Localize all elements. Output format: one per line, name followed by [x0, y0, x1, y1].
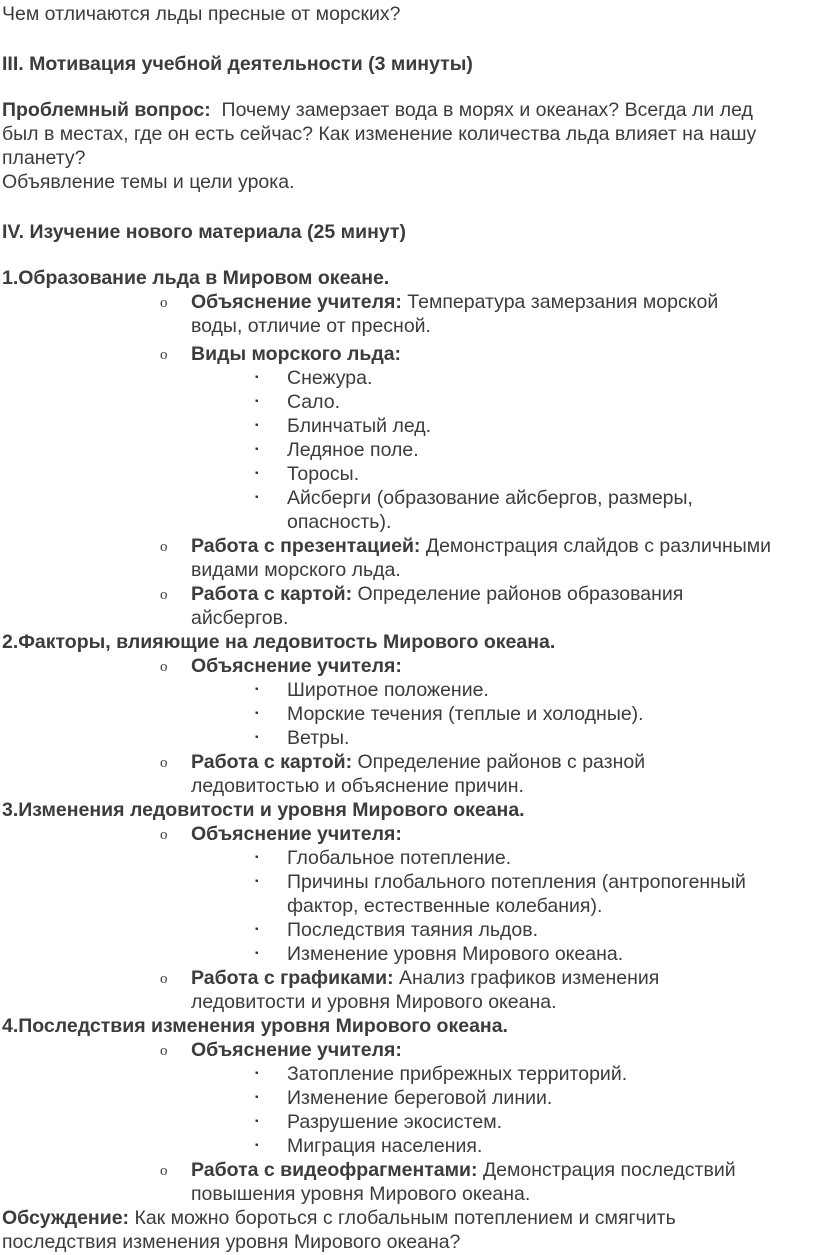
part2-title: 2.Факторы, влияющие на ледовитость Мирового океана.: [2, 631, 556, 653]
circle-bullet-icon: o: [160, 539, 168, 555]
square-bullet-icon: ▪: [255, 684, 259, 695]
p3-teacher-label: Объяснение учителя:: [191, 823, 402, 845]
list-item: Широтное положение.: [287, 679, 489, 701]
circle-bullet-icon: o: [160, 659, 168, 675]
part3-title: 3.Изменения ледовитости и уровня Мирового океана.: [2, 799, 525, 821]
discussion-line-1: [2, 1206, 676, 1230]
p4-teacher-label: Объяснение учителя:: [191, 1039, 402, 1061]
p1-pres-label: Работа с презентацией:: [191, 535, 421, 557]
problem-text-2: был в местах, где он есть сейчас? Как изменение количества льда влияет на нашу: [2, 123, 757, 145]
p3-graph-line-1: [191, 966, 659, 990]
problem-label: Проблемный вопрос:: [2, 99, 211, 121]
square-bullet-icon: ▪: [255, 396, 259, 407]
p1-map-text-2: айсбергов.: [191, 607, 289, 629]
circle-bullet-icon: o: [160, 971, 168, 987]
circle-bullet-icon: o: [160, 347, 168, 363]
p3-graph-text-2: ледовитости и уровня Мирового океана.: [191, 991, 557, 1013]
p1-types-label: Виды морского льда:: [191, 343, 402, 365]
discussion-text-2: последствия изменения уровня Мирового океана?: [2, 1231, 461, 1253]
list-item: Сало.: [287, 391, 341, 413]
square-bullet-icon: ▪: [255, 876, 259, 887]
p4-video-label: Работа с видеофрагментами:: [191, 1159, 478, 1181]
circle-bullet-icon: o: [160, 827, 168, 843]
section3-heading: III. Мотивация учебной деятельности (3 минуты): [2, 53, 473, 75]
list-item: Снежура.: [287, 367, 373, 389]
p1-pres-text-2: видами морского льда.: [191, 559, 401, 581]
part1-title: 1.Образование льда в Мировом океане.: [2, 267, 390, 289]
list-item: Морские течения (теплые и холодные).: [287, 703, 644, 725]
list-item: Миграция населения.: [287, 1135, 483, 1157]
p1-pres-line-1: [191, 534, 771, 558]
circle-bullet-icon: o: [160, 295, 168, 311]
list-item: Ветры.: [287, 727, 350, 749]
square-bullet-icon: ▪: [255, 468, 259, 479]
square-bullet-icon: ▪: [255, 492, 259, 503]
list-item-continuation: фактор, естественные колебания).: [287, 895, 603, 917]
part4-title: 4.Последствия изменения уровня Мирового океана.: [2, 1015, 508, 1037]
p2-map-label: Работа с картой:: [191, 751, 353, 773]
p1-map-line-1: [191, 582, 683, 606]
p1-teacher-text-1: Температура замерзания морской: [407, 291, 719, 313]
square-bullet-icon: ▪: [255, 1116, 259, 1127]
circle-bullet-icon: o: [160, 755, 168, 771]
square-bullet-icon: ▪: [255, 420, 259, 431]
p4-video-text-1: Демонстрация последствий: [482, 1159, 736, 1181]
square-bullet-icon: ▪: [255, 372, 259, 383]
list-item: Изменение уровня Мирового океана.: [287, 943, 624, 965]
circle-bullet-icon: o: [160, 1163, 168, 1179]
discussion-text-1: Как можно бороться с глобальным потеплением и смягчить: [134, 1207, 676, 1229]
square-bullet-icon: ▪: [255, 1140, 259, 1151]
p4-video-text-2: повышения уровня Мирового океана.: [191, 1183, 531, 1205]
p3-graph-text-1: Анализ графиков изменения: [399, 967, 660, 989]
square-bullet-icon: ▪: [255, 444, 259, 455]
circle-bullet-icon: o: [160, 1043, 168, 1059]
square-bullet-icon: ▪: [255, 732, 259, 743]
p2-teacher-label: Объяснение учителя:: [191, 655, 402, 677]
square-bullet-icon: ▪: [255, 924, 259, 935]
discussion-label: Обсуждение:: [2, 1207, 130, 1229]
p1-teacher-label: Объяснение учителя:: [191, 291, 402, 313]
p2-map-text-2: ледовитостью и объяснение причин.: [191, 775, 524, 797]
square-bullet-icon: ▪: [255, 852, 259, 863]
p2-map-line-1: [191, 750, 645, 774]
list-item: Изменение береговой линии.: [287, 1087, 553, 1109]
square-bullet-icon: ▪: [255, 948, 259, 959]
announcement: Объявление темы и цели урока.: [2, 171, 295, 193]
circle-bullet-icon: o: [160, 587, 168, 603]
list-item: Затопление прибрежных территорий.: [287, 1063, 628, 1085]
list-item: Ледяное поле.: [287, 439, 419, 461]
p1-teacher-line-1: [191, 290, 718, 314]
list-item: Блинчатый лед.: [287, 415, 432, 437]
p2-map-text-1: Определение районов с разной: [357, 751, 646, 773]
square-bullet-icon: ▪: [255, 708, 259, 719]
p4-video-line-1: [191, 1158, 736, 1182]
section4-heading: IV. Изучение нового материала (25 минут): [2, 221, 406, 243]
list-item: Глобальное потепление.: [287, 847, 512, 869]
p1-map-text-1: Определение районов образования: [357, 583, 684, 605]
list-item-continuation: опасность).: [287, 511, 392, 533]
p1-teacher-text-2: воды, отличие от пресной.: [191, 315, 431, 337]
problem-question-line-1: [2, 98, 753, 122]
problem-text-3: планету?: [2, 147, 86, 169]
list-item: Причины глобального потепления (антропогенный: [287, 871, 746, 893]
list-item: Айсберги (образование айсбергов, размеры,: [287, 487, 693, 509]
list-item: Торосы.: [287, 463, 360, 485]
intro-question: Чем отличаются льды пресные от морских?: [2, 3, 401, 25]
square-bullet-icon: ▪: [255, 1092, 259, 1103]
problem-text-1: Почему замерзает вода в морях и океанах? Всегда ли лед: [221, 99, 753, 121]
list-item: Последствия таяния льдов.: [287, 919, 538, 941]
square-bullet-icon: ▪: [255, 1068, 259, 1079]
p1-map-label: Работа с картой:: [191, 583, 353, 605]
p3-graph-label: Работа с графиками:: [191, 967, 394, 989]
list-item: Разрушение экосистем.: [287, 1111, 503, 1133]
p1-pres-text-1: Демонстрация слайдов с различными: [425, 535, 772, 557]
